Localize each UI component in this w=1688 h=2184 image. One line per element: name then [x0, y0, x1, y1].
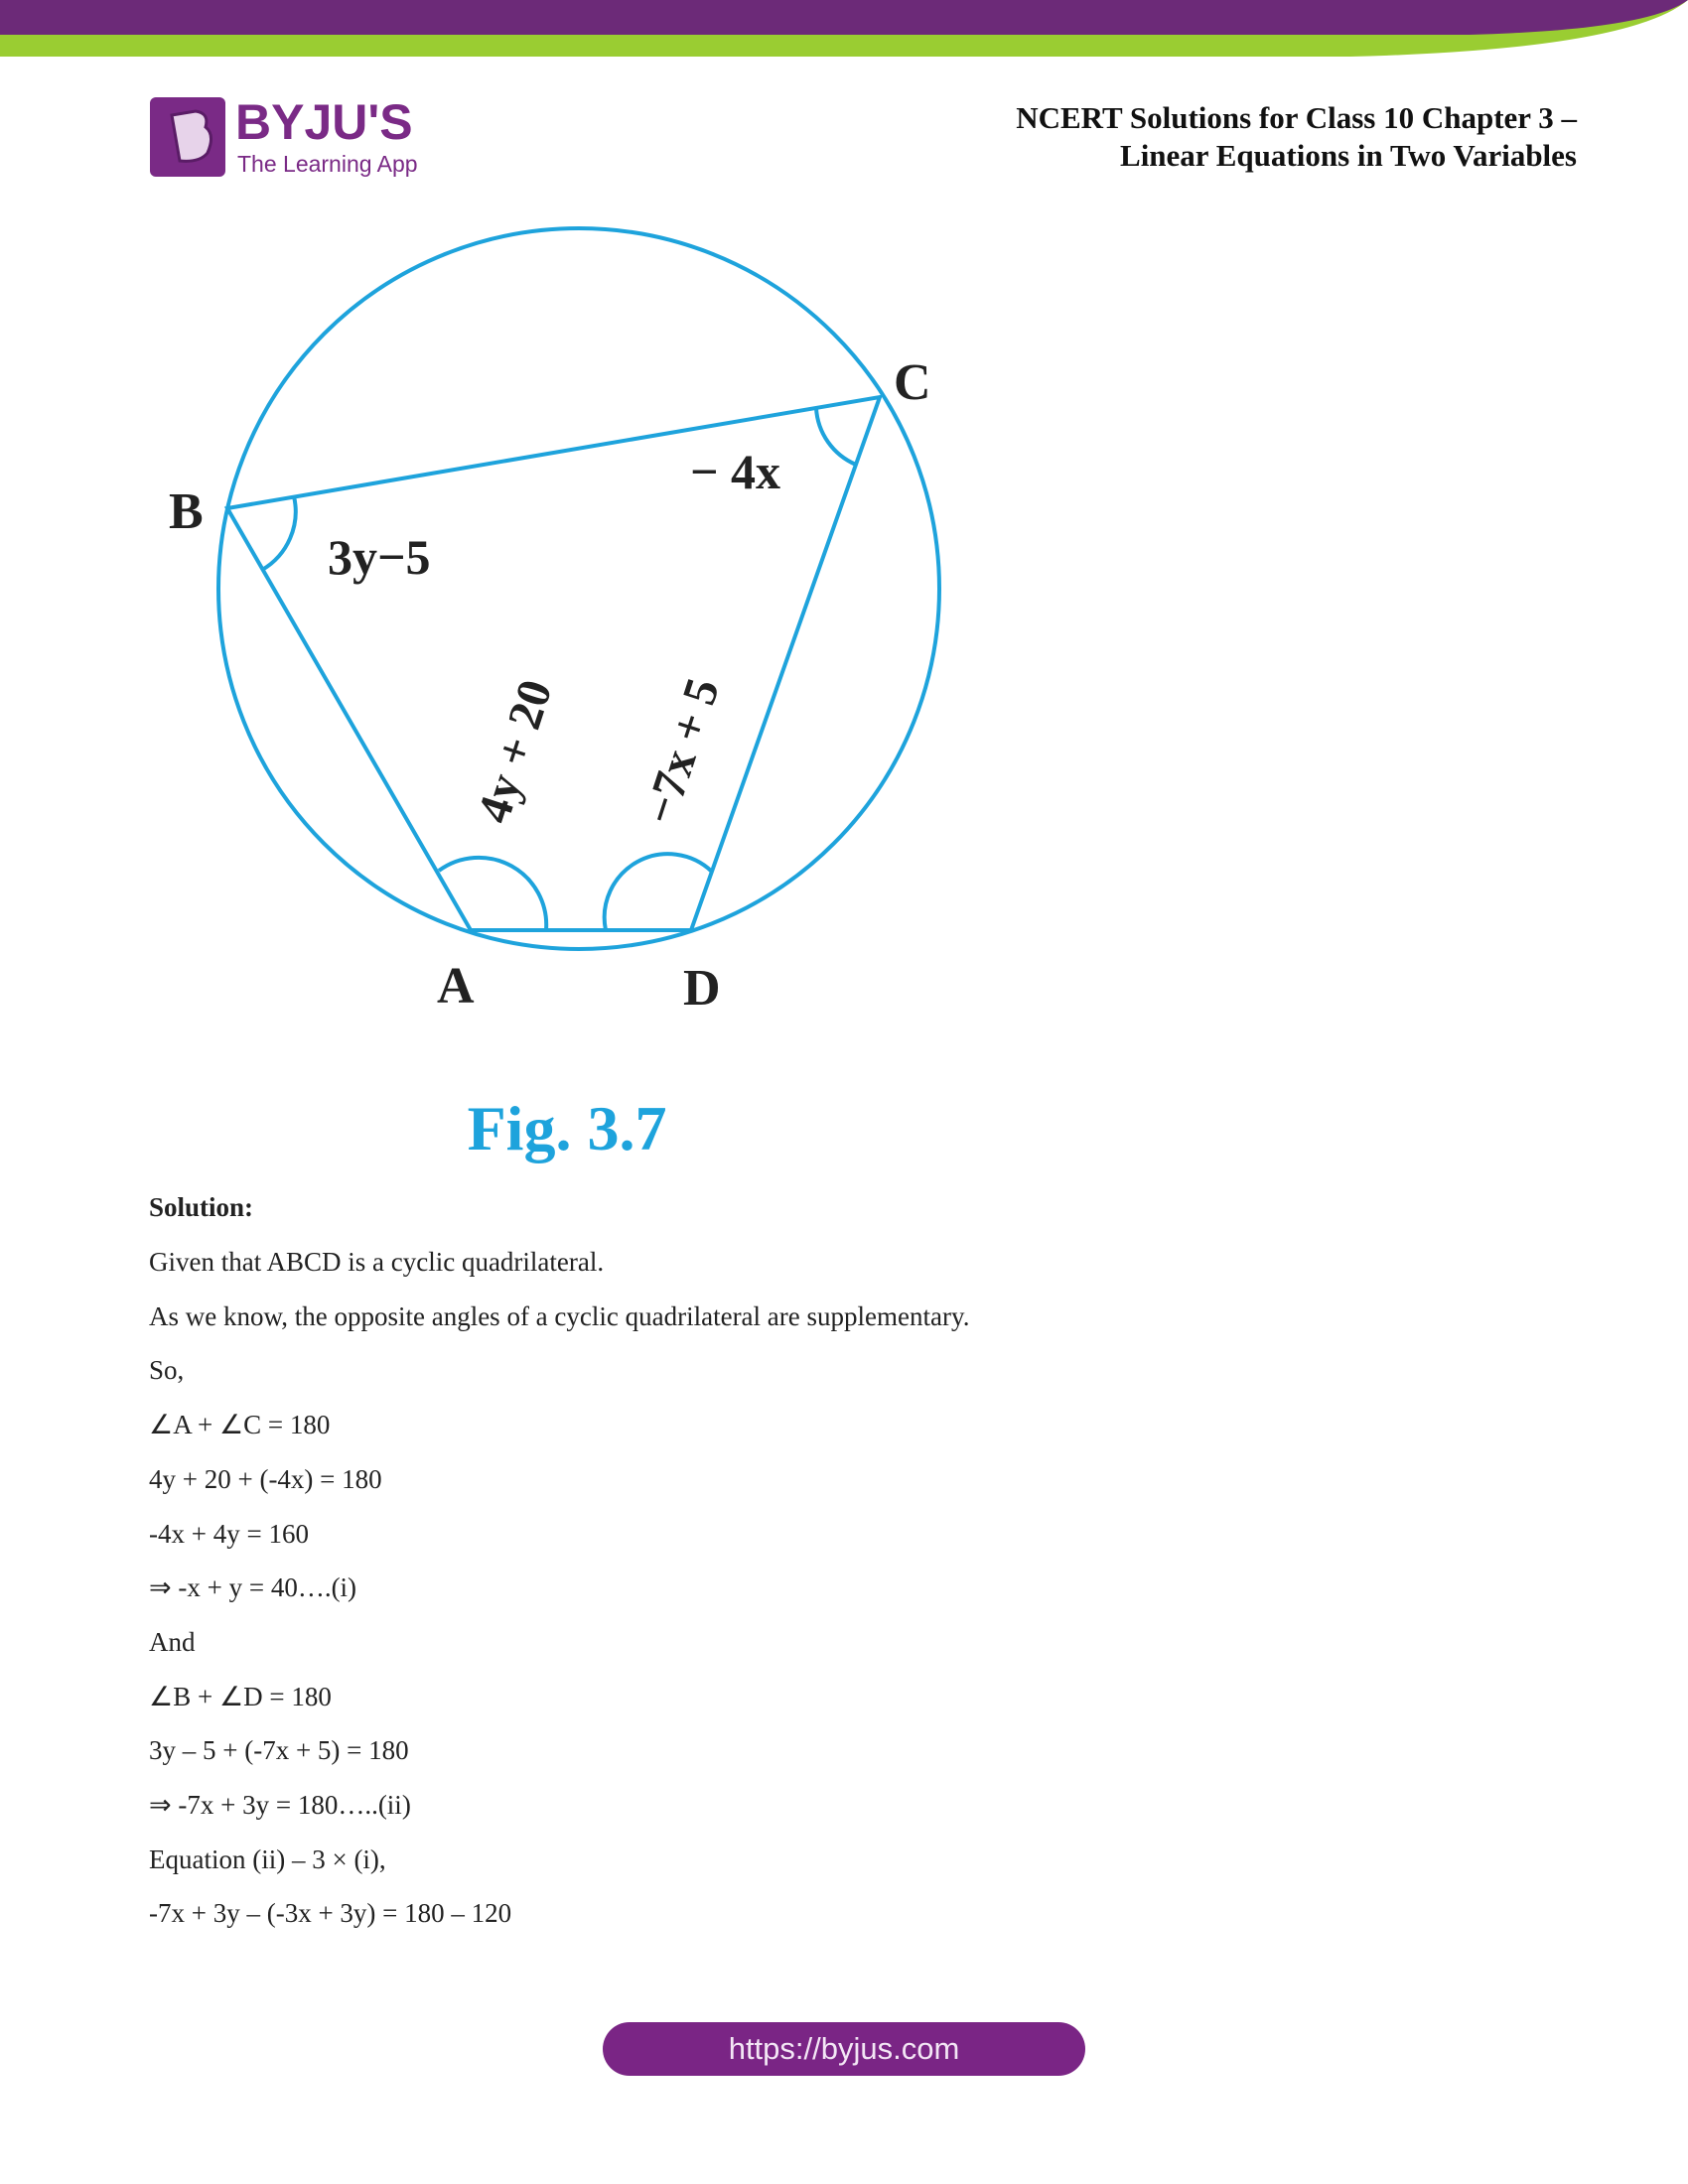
quadrilateral-abcd	[227, 397, 880, 930]
logo-brand: BYJU'S	[235, 94, 413, 150]
vertex-label-c: C	[894, 354, 931, 411]
solution-line: ⇒ -7x + 3y = 180…..(ii)	[149, 1790, 411, 1820]
solution-line: So,	[149, 1355, 185, 1386]
footer-url[interactable]: https://byjus.com	[728, 2031, 960, 2066]
solution-line: And	[149, 1626, 196, 1657]
vertex-label-a: A	[437, 958, 475, 1015]
circumcircle	[218, 228, 939, 949]
angle-arc-b	[262, 496, 296, 570]
angle-label-c: − 4x	[690, 444, 780, 499]
solution-line: -4x + 4y = 160	[149, 1518, 309, 1549]
solution-line: ∠A + ∠C = 180	[149, 1410, 331, 1440]
solution-line: Given that ABCD is a cyclic quadrilateral.	[149, 1247, 605, 1277]
footer-url-link[interactable]	[603, 2022, 1085, 2076]
header-banner	[0, 0, 1688, 60]
solution-line: -7x + 3y – (-3x + 3y) = 180 – 120	[149, 1898, 512, 1929]
solution-line: Equation (ii) – 3 × (i),	[149, 1843, 386, 1874]
angle-label-a: 4y + 20	[467, 673, 563, 830]
solution-line: ⇒ -x + y = 40….(i)	[149, 1572, 357, 1603]
document-title-line1: NCERT Solutions for Class 10 Chapter 3 –	[1016, 100, 1577, 135]
vertex-label-b: B	[169, 483, 204, 540]
solution-line: 3y – 5 + (-7x + 5) = 180	[149, 1735, 409, 1766]
logo-b-icon	[150, 97, 227, 179]
angle-label-b: 3y−5	[328, 529, 431, 585]
vertex-label-d: D	[683, 960, 721, 1017]
byjus-logo[interactable]	[150, 94, 438, 181]
angle-label-d: −7x + 5	[633, 671, 731, 831]
logo-tagline: The Learning App	[237, 151, 418, 177]
angle-arc-a	[439, 858, 546, 930]
solution-line: 4y + 20 + (-4x) = 180	[149, 1463, 382, 1494]
angle-arc-c	[816, 408, 856, 465]
solution-line: ∠B + ∠D = 180	[149, 1681, 332, 1711]
document-title-line2: Linear Equations in Two Variables	[1120, 138, 1577, 173]
figure-caption: Fig. 3.7	[467, 1093, 667, 1163]
solution-heading: Solution:	[149, 1192, 254, 1222]
solution-line: As we know, the opposite angles of a cyclic quadrilateral are supplementary.	[149, 1300, 970, 1331]
cyclic-quadrilateral-figure	[150, 208, 947, 1171]
